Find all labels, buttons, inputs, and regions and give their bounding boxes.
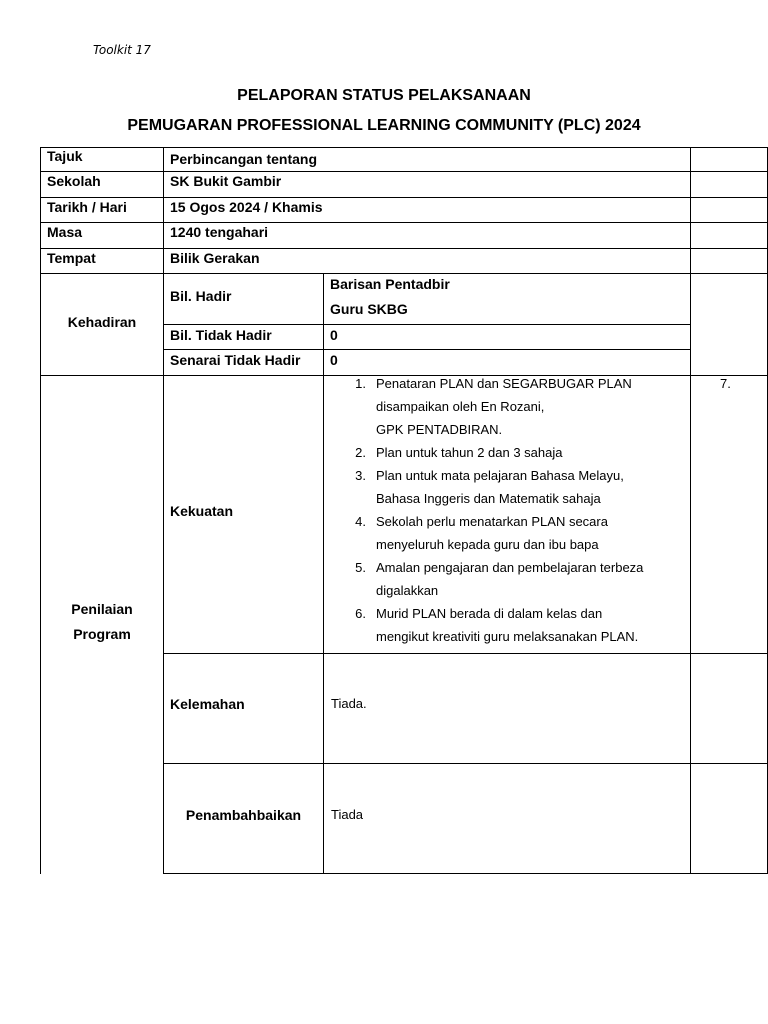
tidak-hadir-label: Bil. Tidak Hadir (170, 327, 272, 343)
list-item (328, 602, 688, 648)
list-item (328, 510, 688, 556)
list-number: 1. (355, 376, 366, 391)
tempat-label: Tempat (47, 250, 96, 266)
kekuatan-list (328, 372, 688, 648)
list-item (328, 556, 688, 602)
kelemahan-value: Tiada. (331, 696, 367, 711)
list-item (328, 372, 688, 441)
list-number: 2. (355, 445, 366, 460)
bil-hadir-label: Bil. Hadir (170, 288, 232, 304)
penilaian-label-line1: Penilaian (71, 601, 133, 617)
tidak-hadir-value: 0 (330, 327, 338, 343)
list-item (328, 441, 688, 464)
penambahbaikan-value: Tiada (331, 807, 364, 822)
list-line: Bahasa Inggeris dan Matematik sahaja (376, 491, 601, 506)
list-line: mengikut kreativiti guru melaksanakan PLAN. (376, 629, 639, 644)
side-number: 7. (720, 376, 731, 391)
sekolah-label: Sekolah (47, 173, 101, 189)
sekolah-value: SK Bukit Gambir (170, 173, 282, 189)
page-subtitle: PEMUGARAN PROFESSIONAL LEARNING COMMUNITY (PLC) 2024 (127, 117, 641, 134)
list-number: 6. (355, 606, 366, 621)
penilaian-label-line2: Program (73, 626, 131, 642)
kelemahan-label: Kelemahan (170, 696, 245, 712)
header-note: Toolkit 17 (93, 43, 151, 57)
list-line: disampaikan oleh En Rozani, (376, 399, 545, 414)
tarikh-label: Tarikh / Hari (47, 199, 127, 215)
list-number: 4. (355, 514, 366, 529)
list-number: 5. (355, 560, 366, 575)
kekuatan-label: Kekuatan (170, 503, 234, 519)
masa-label: Masa (47, 224, 83, 240)
list-number: 3. (355, 468, 366, 483)
senarai-label: Senarai Tidak Hadir (170, 352, 301, 368)
list-line: Murid PLAN berada di dalam kelas dan (376, 606, 603, 621)
masa-value: 1240 tengahari (170, 224, 269, 240)
bil-hadir-line2: Guru SKBG (330, 301, 408, 317)
bil-hadir-line1: Barisan Pentadbir (330, 276, 450, 292)
page-title: PELAPORAN STATUS PELAKSANAAN (237, 87, 531, 104)
list-line: Amalan pengajaran dan pembelajaran terbeza (376, 560, 644, 575)
list-line: Plan untuk tahun 2 dan 3 sahaja (376, 445, 563, 460)
list-line: GPK PENTADBIRAN. (376, 422, 503, 437)
tajuk-value: Perbincangan tentang (170, 151, 318, 167)
list-line: Sekolah perlu menatarkan PLAN secara (376, 514, 608, 529)
tarikh-value: 15 Ogos 2024 / Khamis (170, 199, 323, 215)
list-line: menyeluruh kepada guru dan ibu bapa (376, 537, 599, 552)
list-line: Penataran PLAN dan SEGARBUGAR PLAN (376, 376, 632, 391)
tajuk-label: Tajuk (47, 148, 83, 164)
kehadiran-label: Kehadiran (67, 314, 137, 330)
list-item (328, 464, 688, 510)
list-line: Plan untuk mata pelajaran Bahasa Melayu, (376, 468, 624, 483)
senarai-value: 0 (330, 352, 338, 368)
list-line: digalakkan (376, 583, 439, 598)
tempat-value: Bilik Gerakan (170, 250, 260, 266)
penambahbaikan-label: Penambahbaikan (185, 807, 302, 823)
